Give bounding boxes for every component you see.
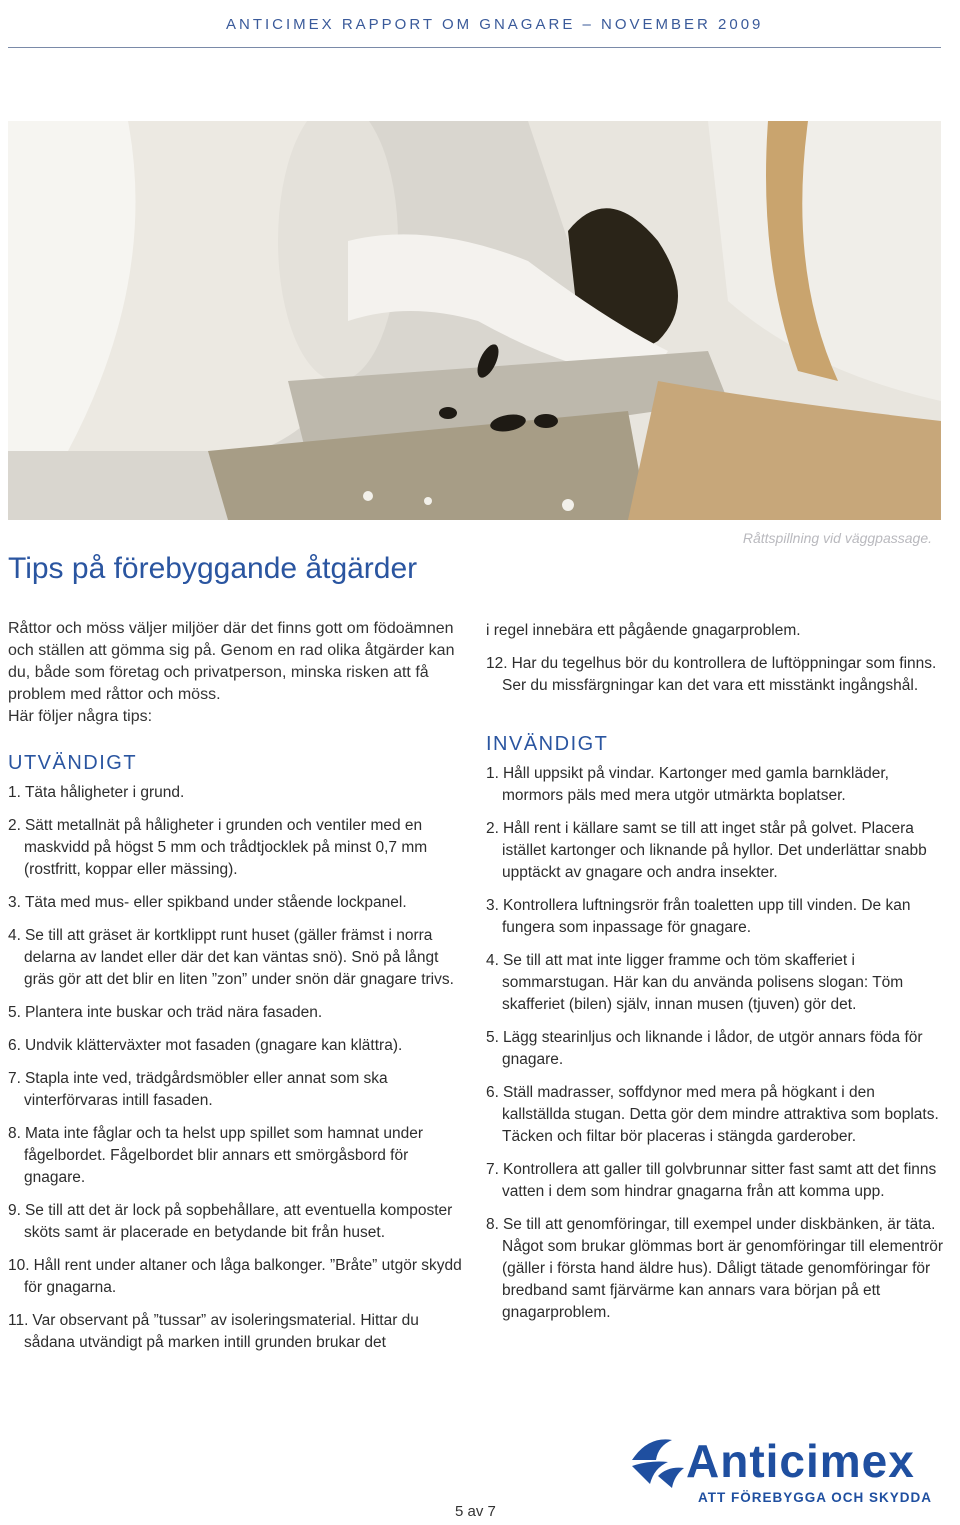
item-number: 8.	[8, 1125, 21, 1142]
item-text: Var observant på ”tussar” av isoleringsmaterial. Hittar du sådana utvändigt på marken intill grunden brukar det	[24, 1312, 419, 1351]
intro-paragraph: Råttor och möss väljer miljöer där det finns gott om födoämnen och ställen att gömma sig på. Genom en rad olika åtgärder kan du, både som företag och privatperson, minska risken att få problem med råttor och möss.	[8, 620, 455, 703]
photo-rat-droppings	[8, 121, 941, 520]
list-item	[486, 895, 946, 939]
item-text: Ställ madrasser, soffdynor med mera på högkant i den kallställda stugan. Detta gör dem mindre attraktiva som boplats. Täcken och filtar bör placeras i stängda garderober.	[502, 1084, 939, 1145]
item-text: Se till att det är lock på sopbehållare, att eventuella komposter sköts samt är placerade en betydande bit från huset.	[24, 1202, 453, 1241]
item-number: 1.	[486, 765, 499, 782]
list-item	[486, 763, 946, 807]
logo-mark-icon	[632, 1439, 684, 1488]
item-number: 2.	[8, 817, 21, 834]
page-title: Tips på förebyggande åtgärder	[8, 552, 418, 585]
item-text: Undvik klätterväxter mot fasaden (gnagare kan klättra).	[24, 1037, 403, 1054]
item-text: Se till att mat inte ligger framme och töm skafferiet i sommarstugan. Här kan du använda polisens slogan: Töm skafferiet (bilen) själv, innan musen (tjuven) gör det.	[502, 952, 904, 1013]
indoor-heading: INVÄNDIGT	[486, 733, 609, 755]
item-number: 6.	[8, 1037, 21, 1054]
item-text: Täta med mus- eller spikband under stående lockpanel.	[24, 894, 407, 911]
page-header	[0, 0, 960, 50]
logo-name: Anticimex	[686, 1435, 915, 1487]
list-item	[8, 1255, 468, 1299]
item-text: Håll rent i källare samt se till att inget står på golvet. Placera istället kartonger och liknande på hyllor. Det underlättar snabb upptäckt av gnagare och andra insekter.	[502, 820, 927, 881]
intro-tips: Här följer några tips:	[8, 708, 153, 725]
logo-tagline: ATT FÖREBYGGA OCH SKYDDA	[698, 1490, 933, 1505]
list-item	[486, 1214, 946, 1324]
item-text: Se till att gräset är kortklippt runt huset (gäller främst i norra delarna av landet eller där det kan väntas snö). Snö på långt gräs gör att det blir en liten ”zon” under snön där gnagare trivs.	[24, 927, 454, 988]
intro	[8, 618, 460, 728]
list-item	[486, 950, 946, 1016]
item-text: Se till att genomföringar, till exempel under diskbänken, är täta. Något som brukar glömmas bort är genomföringar till elementrör (gäller i första hand äldre hus). Dåligt tätade genomföringar för bredband samt fjärvärme kan annars vara början på ett gnagarproblem.	[502, 1216, 944, 1321]
item-number: 5.	[8, 1004, 21, 1021]
header-text: ANTICIMEX RAPPORT OM GNAGARE – NOVEMBER 2009	[226, 16, 764, 33]
header-rule	[8, 47, 941, 48]
list-item	[8, 1035, 468, 1057]
item-number: 2.	[486, 820, 499, 837]
item-text: Täta håligheter i grund.	[24, 784, 185, 801]
item-number: 11.	[8, 1312, 29, 1329]
item-number: 7.	[8, 1070, 21, 1087]
item-number: 5.	[486, 1029, 499, 1046]
item-number: 6.	[486, 1084, 499, 1101]
anticimex-logo	[628, 1432, 954, 1510]
list-item	[8, 1002, 468, 1024]
list-item	[8, 1123, 468, 1189]
item-text: Håll rent under altaner och låga balkonger. ”Bråte” utgör skydd för gnagarna.	[24, 1257, 462, 1296]
list-item	[8, 1068, 468, 1112]
item-text: Lägg stearinljus och liknande i lådor, de utgör annars föda för gnagare.	[502, 1029, 923, 1068]
item-text: Kontrollera luftningsrör från toaletten upp till vinden. De kan fungera som inpassage för gnagare.	[502, 897, 911, 936]
outdoor-column	[8, 752, 468, 1365]
list-item	[8, 892, 468, 914]
item-number: 4.	[486, 952, 499, 969]
item-number: 9.	[8, 1202, 21, 1219]
list-item	[8, 1200, 468, 1244]
item-number: 4.	[8, 927, 21, 944]
list-item	[8, 815, 468, 881]
list-item	[8, 1310, 468, 1354]
list-item	[486, 653, 946, 697]
item-text: Har du tegelhus bör du kontrollera de luftöppningar som finns. Ser du missfärgningar kan det vara ett misstänkt ingångshål.	[502, 655, 937, 694]
list-item	[486, 1159, 946, 1203]
item-number: 10.	[8, 1257, 30, 1274]
right-column	[486, 620, 946, 1335]
list-item	[8, 925, 468, 991]
item-number: 3.	[8, 894, 21, 911]
item-number: 1.	[8, 784, 21, 801]
list-item	[486, 1082, 946, 1148]
item-number: 3.	[486, 897, 499, 914]
item-text: Stapla inte ved, trädgårdsmöbler eller annat som ska vinterförvaras intill fasaden.	[24, 1070, 388, 1109]
item-number: 12.	[486, 655, 508, 672]
item-number: 7.	[486, 1161, 499, 1178]
list-item	[8, 782, 468, 804]
item-text: Plantera inte buskar och träd nära fasaden.	[24, 1004, 323, 1021]
list-item	[486, 1027, 946, 1071]
outdoor-continuation: i regel innebära ett pågående gnagarproblem.	[486, 622, 801, 639]
item-text: Sätt metallnät på håligheter i grunden och ventiler med en maskvidd på högst 5 mm och trådtjocklek på minst 0,7 mm (rostfritt, koppar eller mässing).	[24, 817, 428, 878]
outdoor-heading: UTVÄNDIGT	[8, 752, 138, 774]
page-number: 5 av 7	[455, 1503, 496, 1520]
item-text: Mata inte fåglar och ta helst upp spillet som hamnat under fågelbordet. Fågelbordet blir annars ett smörgåsbord för gnagare.	[24, 1125, 423, 1186]
photo-caption: Råttspillning vid väggpassage.	[742, 530, 932, 546]
item-text: Håll uppsikt på vindar. Kartonger med gamla barnkläder, mormors päls med mera utgör utmärkta boplatser.	[502, 765, 889, 804]
list-item	[486, 818, 946, 884]
item-text: Kontrollera att galler till golvbrunnar sitter fast samt att det finns vatten i dem som hindrar gnagarna från att komma upp.	[502, 1161, 937, 1200]
item-number: 8.	[486, 1216, 499, 1233]
